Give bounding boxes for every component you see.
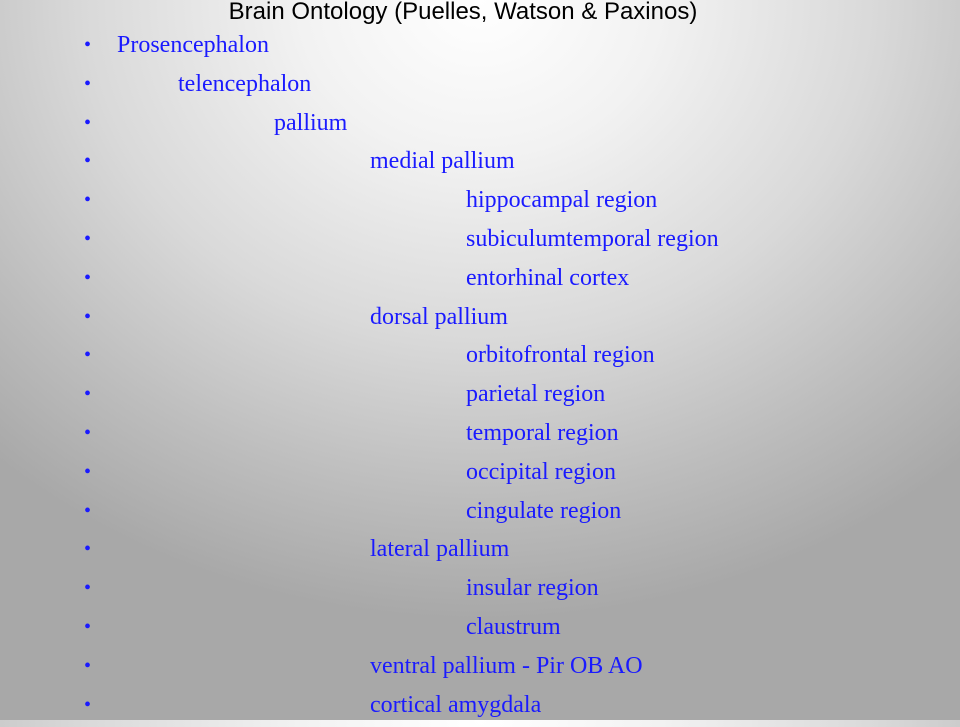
list-item-label: hippocampal region <box>466 187 658 214</box>
list-item <box>0 145 960 184</box>
list-item <box>0 611 960 650</box>
list-item <box>0 689 960 727</box>
bullet-icon: • <box>84 111 92 134</box>
list-item-label: orbitofrontal region <box>466 342 655 369</box>
list-item <box>0 650 960 689</box>
bullet-icon: • <box>84 383 92 406</box>
bullet-icon: • <box>84 344 92 367</box>
list-item-label: cortical amygdala <box>370 691 542 718</box>
bullet-icon: • <box>84 305 92 328</box>
bullet-icon: • <box>84 499 92 522</box>
bullet-icon: • <box>84 615 92 638</box>
list-item-label: pallium <box>274 109 348 136</box>
list-item-label: Prosencephalon <box>117 32 269 58</box>
list-item <box>0 29 960 68</box>
list-item-label: entorhinal cortex <box>466 264 630 291</box>
list-item-label: cingulate region <box>466 497 622 524</box>
list-item-label: occipital region <box>466 458 616 485</box>
list-item <box>0 339 960 378</box>
list-item <box>0 184 960 223</box>
list-item <box>0 417 960 456</box>
list-item <box>0 533 960 572</box>
ontology-bullet-list <box>0 29 960 727</box>
list-item <box>0 262 960 301</box>
list-item <box>0 572 960 611</box>
list-item-label: medial pallium <box>370 148 515 175</box>
list-item <box>0 456 960 495</box>
list-item <box>0 107 960 146</box>
list-item-label: parietal region <box>466 381 606 408</box>
bullet-icon: • <box>84 577 92 600</box>
list-item-label: telencephalon <box>178 70 312 97</box>
list-item-label: ventral pallium - Pir OB AO <box>370 652 643 679</box>
list-item <box>0 301 960 340</box>
list-item-label: lateral pallium <box>370 536 510 563</box>
list-item <box>0 68 960 107</box>
bullet-icon: • <box>84 693 92 716</box>
list-item <box>0 378 960 417</box>
bullet-icon: • <box>84 189 92 212</box>
bullet-icon: • <box>84 538 92 561</box>
bullet-icon: • <box>84 150 92 173</box>
list-item-label: insular region <box>466 575 599 602</box>
bullet-icon: • <box>84 227 92 250</box>
bullet-icon: • <box>84 460 92 483</box>
list-item-label: dorsal pallium <box>370 303 508 330</box>
bullet-icon: • <box>84 266 92 289</box>
list-item-label: claustrum <box>466 613 561 640</box>
list-item <box>0 495 960 534</box>
list-item <box>0 223 960 262</box>
list-item-label: temporal region <box>466 419 619 446</box>
bullet-icon: • <box>84 421 92 444</box>
bullet-icon: • <box>84 72 92 95</box>
bullet-icon: • <box>84 654 92 677</box>
bullet-icon: • <box>84 34 92 56</box>
slide-title: Brain Ontology (Puelles, Watson & Paxinos) <box>228 0 698 25</box>
list-item-label: subiculumtemporal region <box>466 225 719 252</box>
